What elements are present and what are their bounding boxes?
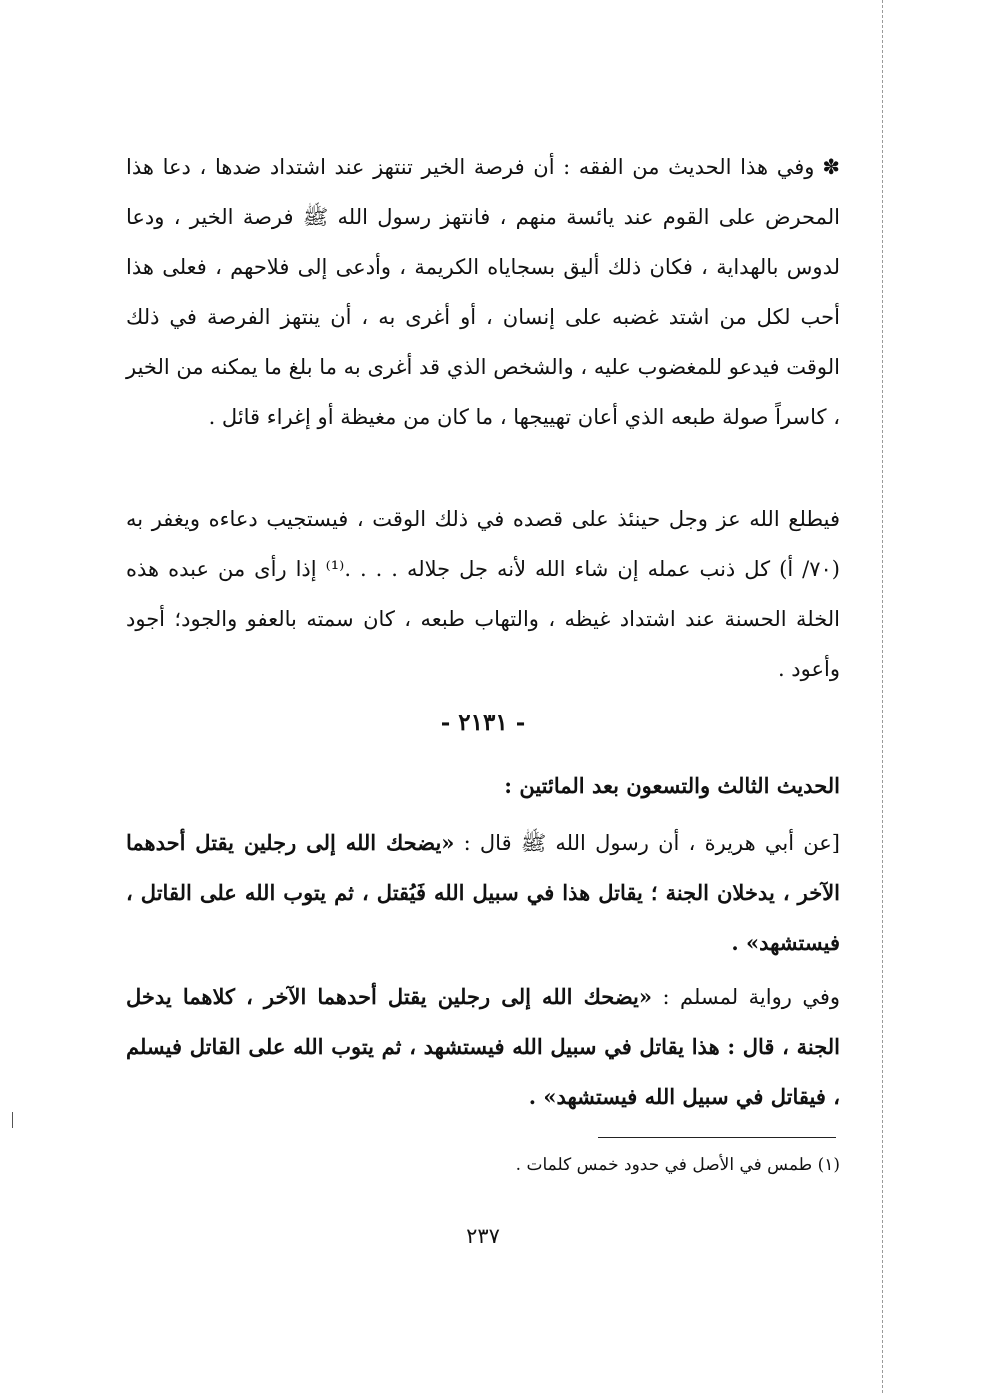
scan-edge-mark (12, 1112, 13, 1128)
hadith-number-heading: - ٢١٣١ - (440, 709, 526, 736)
commentary-continuation-paragraph: فيطلع الله عز وجل حينئذ على قصده في ذلك الوقت ، فيستجيب دعاءه ويغفر به (٧٠/ أ) كل ذنب عمله إن شاء الله لأنه جل جلاله . . . .⁽¹⁾ إذا رأى من عبده هذه الخلة الحسنة عند اشتداد غيظه ، والتهاب طبعه ، كان سمته بالعفو والجود؛ أجود وأعود . (126, 507, 840, 681)
star-ornament-icon: ✽ (822, 155, 840, 179)
muslim-narration-quote: «يضحك الله إلى رجلين يقتل أحدهما الآخر ، كلاهما يدخل الجنة ، قال : هذا يقاتل في سبيل الله فيستشهد ، ثم يتوب الله على القاتل فيسلم ، فيقاتل في سبيل الله فيستشهد» . (126, 984, 840, 1109)
scan-edge-dashed-line (882, 0, 883, 1393)
commentary-paragraph-text: وفي هذا الحديث من الفقه : أن فرصة الخير تنتهز عند اشتداد ضدها ، دعا هذا المحرض على القوم عند يائسة منهم ، فانتهز رسول الله ﷺ فرصة الخير ، ودعا لدوس بالهداية ، فكان ذلك أليق بسجاياه الكريمة ، وأدعى إلى فلاحهم ، فعلى هذا أحب لكل من اشتد غضبه على إنسان ، أو أغرى به ، أن ينتهز الفرصة في ذلك الوقت فيدعو للمغضوب عليه ، والشخص الذي قد أغرى به ما بلغ ما يمكنه من الخير ، كاسراً صولة طبعه الذي أعان تهييجها ، ما كان من مغيظة أو إغراء قائل . (126, 155, 840, 429)
hadith-text-paragraph (126, 818, 840, 968)
footnote: (١) طمس في الأصل في حدود خمس كلمات . (515, 1155, 840, 1175)
hadith-title: الحديث الثالث والتسعون بعد المائتين : (504, 773, 840, 798)
hadith-quote: «يضحك الله إلى رجلين يقتل أحدهما الآخر ، يدخلان الجنة ؛ يقاتل هذا في سبيل الله فَيُقتل ، ثم يتوب الله على القاتل ، فيستشهد» . (126, 830, 840, 955)
muslim-narration-intro: وفي رواية لمسلم : (652, 985, 840, 1009)
hadith-narration-intro: [عن أبي هريرة ، أن رسول الله ﷺ قال : (454, 831, 840, 855)
page-number: ٢٣٧ (466, 1224, 500, 1248)
muslim-narration-paragraph (126, 972, 840, 1122)
commentary-paragraph (126, 142, 840, 442)
footnote-divider (598, 1137, 836, 1138)
